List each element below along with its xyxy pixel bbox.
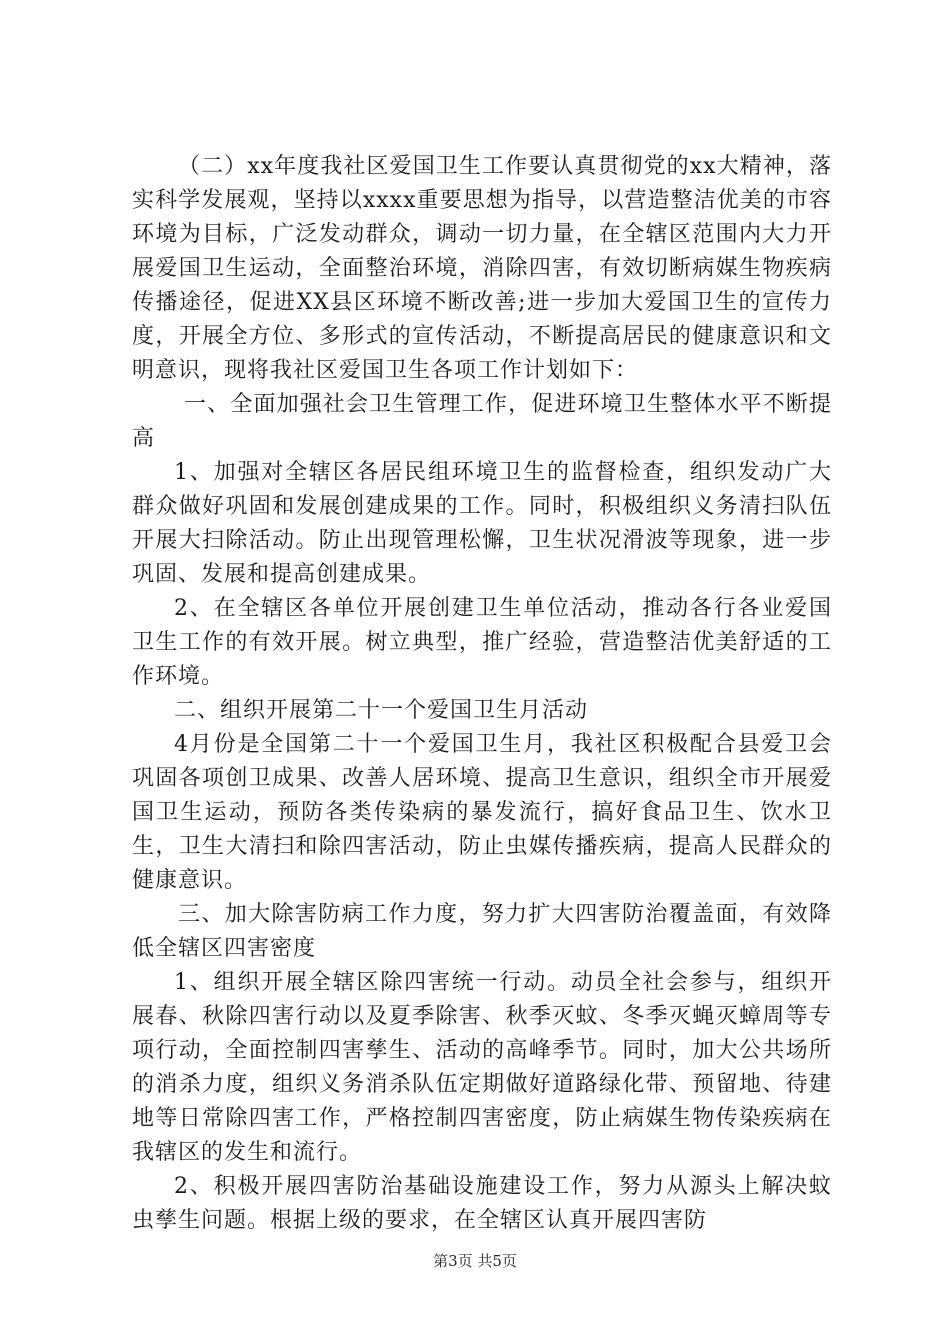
section-heading-1: 一、全面加强社会卫生管理工作，促进环境卫生整体水平不断提高 bbox=[132, 392, 832, 451]
paragraph-item-1-2: 2、在全辖区各单位开展创建卫生单位活动，推动各行各业爱国卫生工作的有效开展。树立典型，推广经验，营造整洁优美舒适的工作环境。 bbox=[132, 596, 832, 689]
paragraph-section-2: 4月份是全国第二十一个爱国卫生月，我社区积极配合县爱卫会巩固各项创卫成果、改善人居环境、提高卫生意识，组织全市开展爱国卫生运动，预防各类传染病的暴发流行，搞好食品卫生、饮水卫生，卫生大清扫和除四害活动，防止虫媒传播疾病，提高人民群众的健康意识。 bbox=[132, 732, 832, 893]
section-heading-3: 三、加大除害防病工作力度，努力扩大四害防治覆盖面，有效降低全辖区四害密度 bbox=[132, 902, 832, 961]
paragraph-item-3-1: 1、组织开展全辖区除四害统一行动。动员全社会参与，组织开展春、秋除四害行动以及夏季除害、秋季灭蚊、冬季灭蝇灭蟑周等专项行动，全面控制四害孳生、活动的高峰季节。同时，加大公共场所的消杀力度，组织义务消杀队伍定期做好道路绿化带、预留地、待建地等日常除四害工作，严格控制四害密度，防止病媒生物传染疾病在我辖区的发生和流行。 bbox=[132, 970, 832, 1165]
document-body bbox=[132, 150, 832, 1238]
intro-paragraph: （二）xx年度我社区爱国卫生工作要认真贯彻党的xx大精神，落实科学发展观，坚持以xxxx重要思想为指导，以营造整洁优美的市容环境为目标，广泛发动群众，调动一切力量，在全辖区范围内大力开展爱国卫生运动，全面整治环境，消除四害，有效切断病媒生物疾病传播途径，促进XX县区环境不断改善;进一步加大爱国卫生的宣传力度，开展全方位、多形式的宣传活动，不断提高居民的健康意识和文明意识，现将我社区爱国卫生各项工作计划如下： bbox=[132, 154, 832, 383]
page-footer: 第3页 共5页 bbox=[433, 1252, 517, 1270]
paragraph-item-3-2: 2、积极开展四害防治基础设施建设工作，努力从源头上解决蚊虫孳生问题。根据上级的要求，在全辖区认真开展四害防 bbox=[132, 1174, 832, 1233]
section-heading-2: 二、组织开展第二十一个爱国卫生月活动 bbox=[174, 698, 589, 723]
paragraph-item-1-1: 1、加强对全辖区各居民组环境卫生的监督检查，组织发动广大群众做好巩固和发展创建成果的工作。同时，积极组织义务清扫队伍开展大扫除活动。防止出现管理松懈，卫生状况滑波等现象，进一步巩固、发展和提高创建成果。 bbox=[132, 460, 832, 587]
